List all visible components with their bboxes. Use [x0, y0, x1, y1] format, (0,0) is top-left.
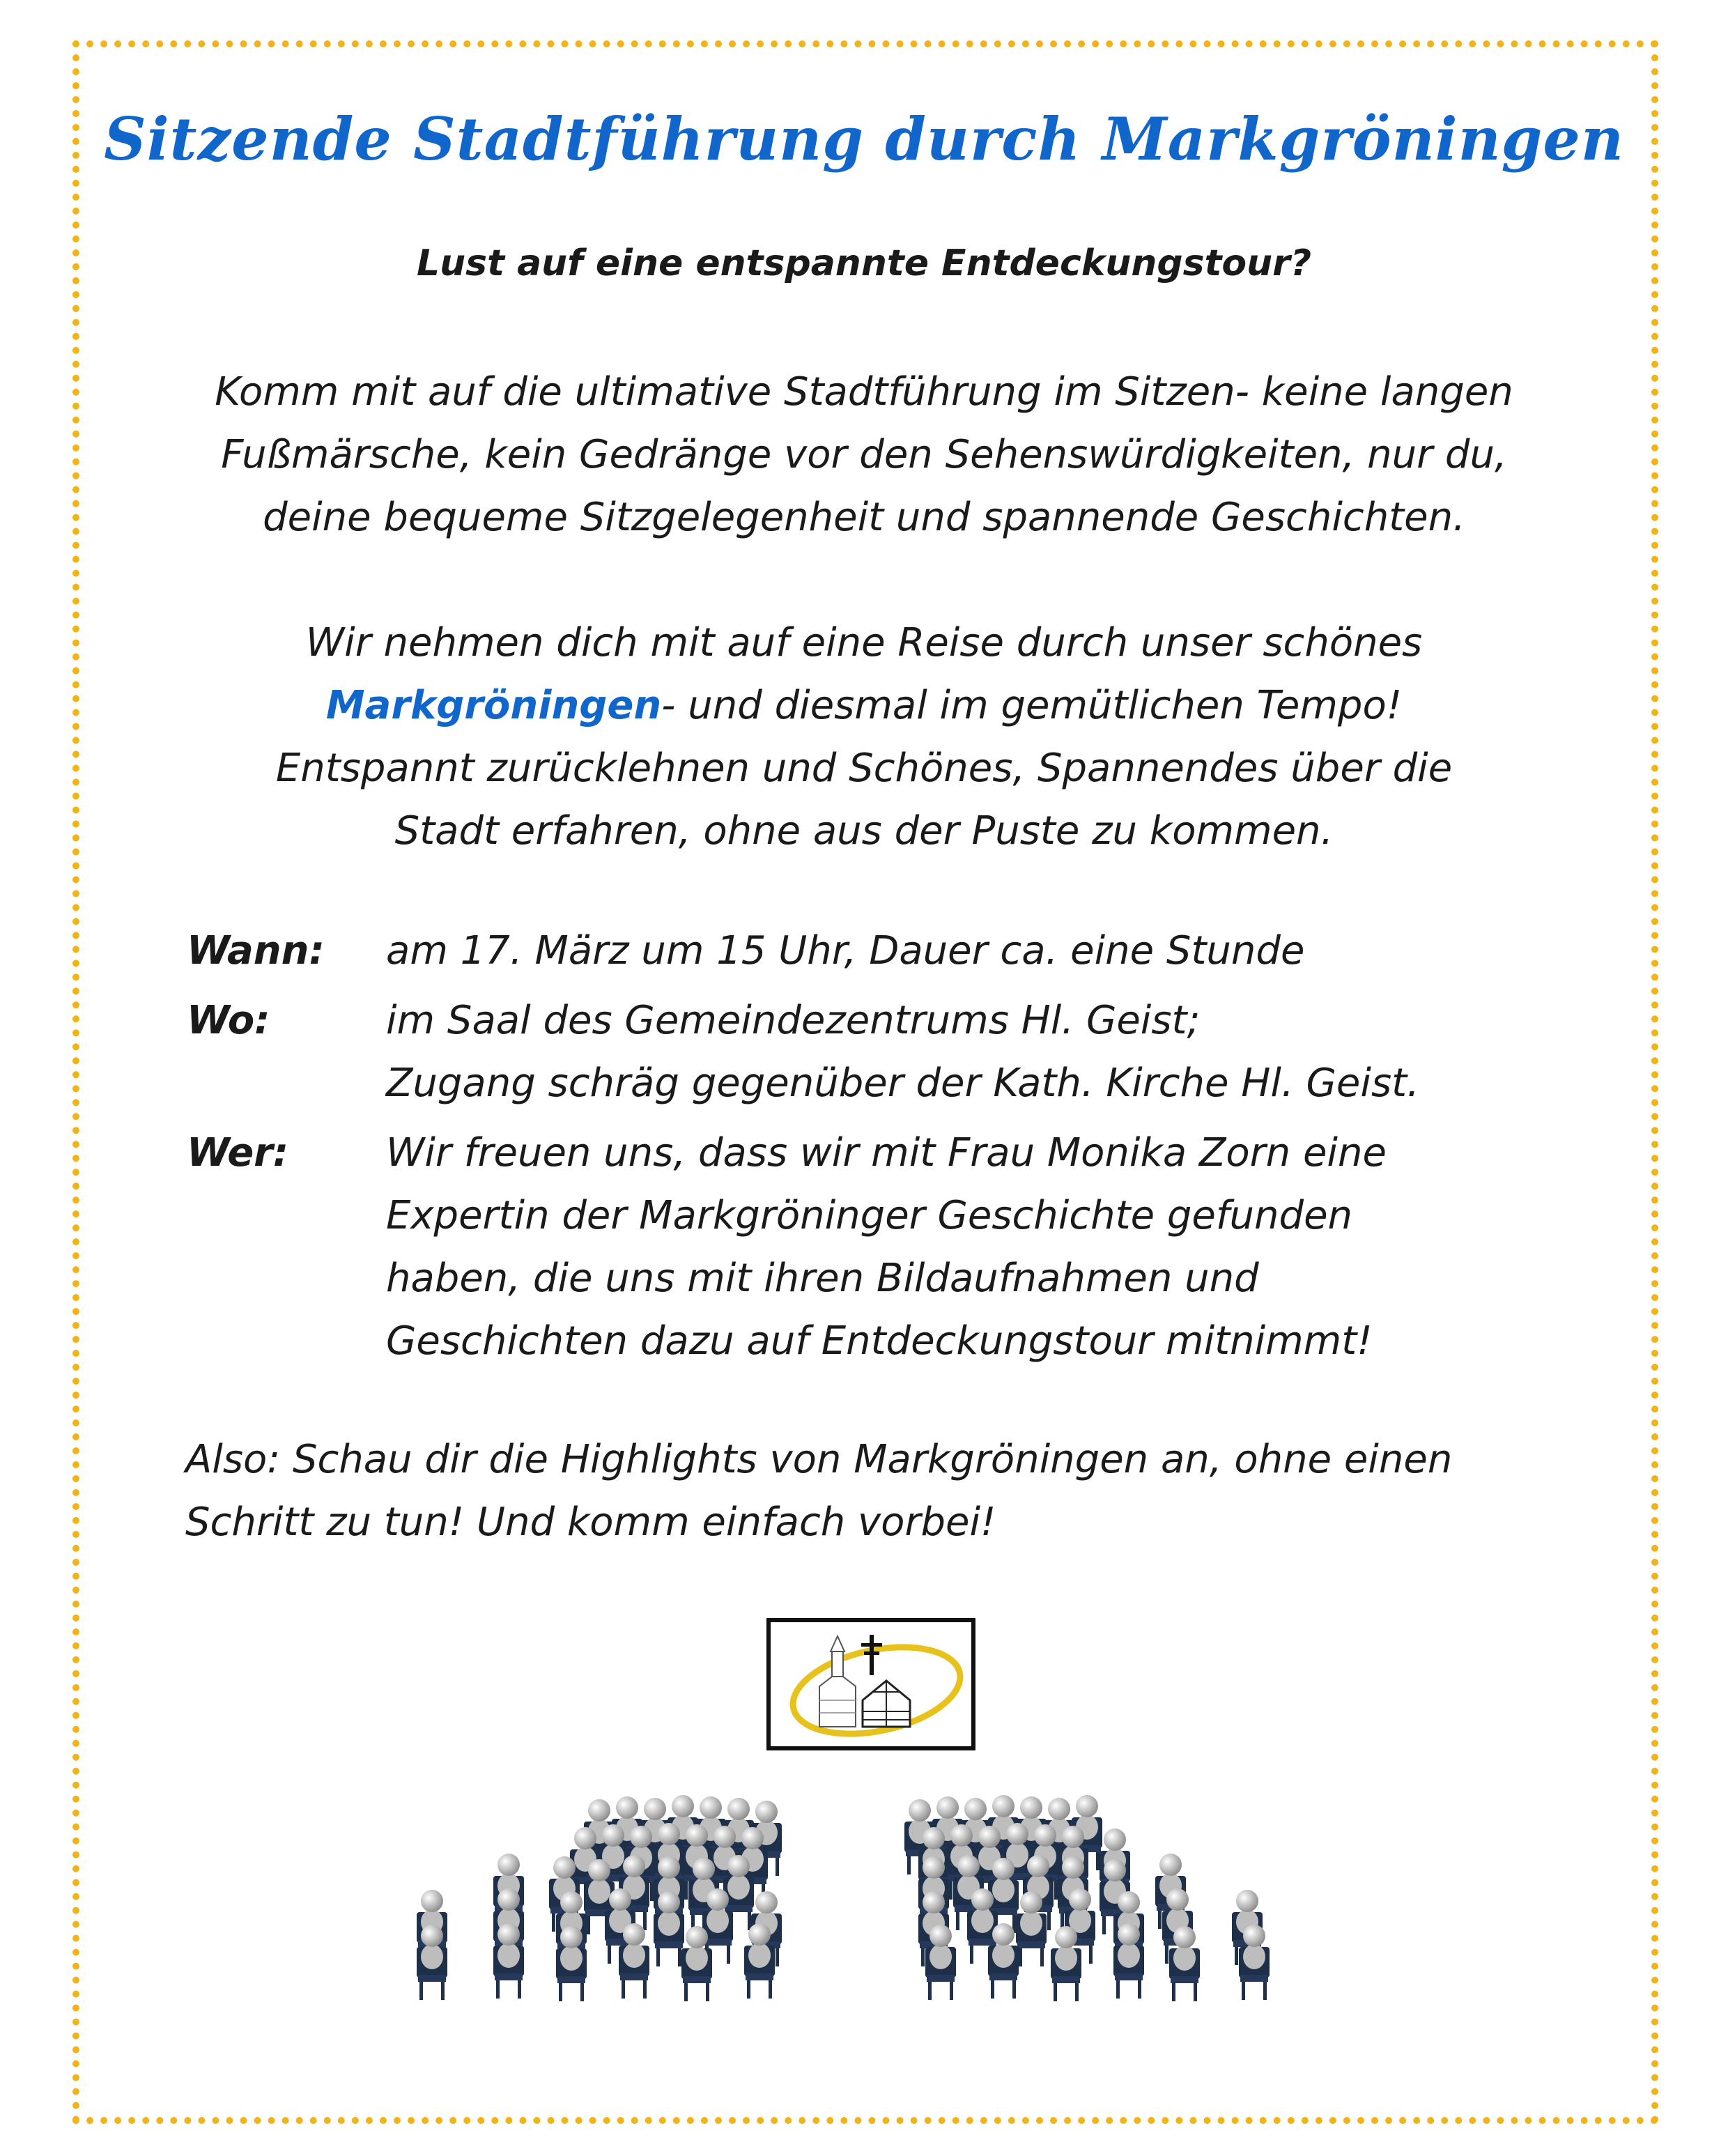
detail-line: Wir freuen uns, dass wir mit Frau Monika Zorn eine	[386, 1130, 1387, 1176]
flyer-title: Sitzende Stadtführung durch Markgröningen	[104, 105, 1624, 174]
journey-line-2	[167, 675, 1561, 737]
detail-line: im Saal des Gemeindezentrums Hl. Geist;	[386, 998, 1201, 1043]
journey-line-2-rest: - und diesmal im gemütlichen Tempo!	[661, 683, 1403, 728]
detail-label: Wann:	[187, 928, 325, 973]
detail-text	[386, 990, 1419, 1115]
town-name-highlight: Markgröningen	[325, 683, 662, 728]
detail-line: Geschichten dazu auf Entdeckungstour mitnimmt!	[386, 1318, 1373, 1364]
intro-line: Fußmärsche, kein Gedränge vor den Sehenswürdigkeiten, nur du,	[221, 432, 1507, 477]
detail-label: Wer:	[187, 1130, 289, 1176]
closing-line: Schritt zu tun! Und komm einfach vorbei!	[185, 1500, 996, 1545]
journey-line-1: Wir nehmen dich mit auf eine Reise durch unser schönes	[305, 620, 1423, 665]
detail-row-wo	[187, 990, 1419, 1115]
detail-line: Zugang schräg gegenüber der Kath. Kirche Hl. Geist.	[386, 1061, 1419, 1106]
intro-paragraph	[167, 361, 1561, 549]
closing-paragraph	[185, 1429, 1452, 1554]
detail-row-wann	[187, 920, 1419, 983]
journey-paragraph	[167, 612, 1561, 863]
detail-line: Expertin der Markgröninger Geschichte gefunden	[386, 1193, 1353, 1238]
church-logo-icon	[766, 1618, 975, 1750]
detail-text	[386, 1122, 1387, 1373]
journey-line-4: Stadt erfahren, ohne aus der Puste zu kommen.	[394, 808, 1334, 854]
detail-row-wer	[187, 1122, 1419, 1373]
event-details	[187, 920, 1419, 1380]
intro-line: deine bequeme Sitzgelegenheit und spannende Geschichten.	[263, 495, 1465, 540]
closing-line: Also: Schau dir die Highlights von Markgröningen an, ohne einen	[185, 1437, 1453, 1482]
seated-audience-icon	[390, 1791, 1366, 2017]
detail-text	[386, 920, 1304, 983]
detail-line: haben, die uns mit ihren Bildaufnahmen und	[386, 1256, 1259, 1301]
detail-line: am 17. März um 15 Uhr, Dauer ca. eine Stunde	[386, 928, 1305, 973]
journey-line-3: Entspannt zurücklehnen und Schönes, Spannendes über die	[275, 746, 1453, 791]
intro-line: Komm mit auf die ultimative Stadtführung im Sitzen- keine langen	[215, 369, 1513, 415]
flyer-subtitle: Lust auf eine entspannte Entdeckungstour?	[417, 242, 1311, 284]
detail-label: Wo:	[187, 998, 270, 1043]
